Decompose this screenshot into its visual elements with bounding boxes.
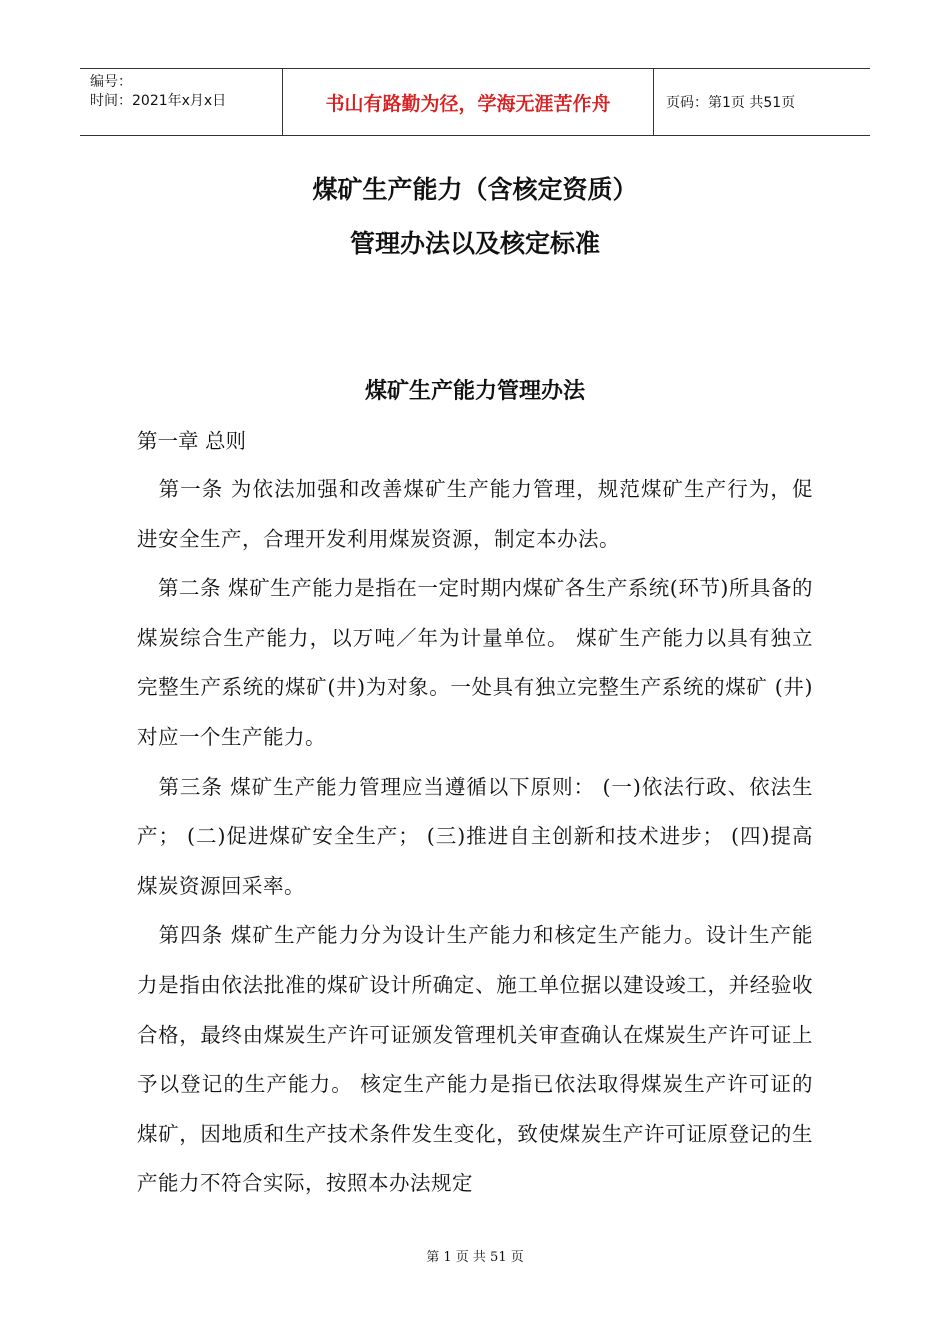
paragraph-article-2: 第二条 煤矿生产能力是指在一定时期内煤矿各生产系统(环节)所具备的煤炭综合生产能力，以万吨／年为计量单位。 煤矿生产能力以具有独立完整生产系统的煤矿(井)为对象。一处具有独立完整生产系统的煤矿 (井)对应一个生产能力。 (137, 576, 813, 749)
header-table (80, 68, 870, 136)
serial-label: 编号： (90, 74, 132, 90)
header-motto: 书山有路勤为径，学海无涯苦作舟 (282, 69, 654, 135)
document-title-line1: 煤矿生产能力（含核定资质） (312, 175, 638, 204)
paragraph-article-3: 第三条 煤矿生产能力管理应当遵循以下原则： (一)依法行政、依法生产； (二)促进煤矿安全生产； (三)推进自主创新和技术进步； (四)提高煤炭资源回采率。 (137, 774, 813, 898)
page-footer: 第 1 页 共 51 页 (426, 1250, 524, 1265)
chapter-heading: 第一章 总则 (137, 429, 247, 453)
paragraph-article-1: 第一条 为依法加强和改善煤矿生产能力管理，规范煤矿生产行为，促进安全生产，合理开发利用煤炭资源，制定本办法。 (137, 477, 813, 551)
header-page-info: 页码：第1页 共51页 (666, 95, 796, 111)
document-body (137, 465, 813, 1209)
document-title-line2: 管理办法以及核定标准 (349, 229, 600, 258)
header-meta (80, 69, 282, 135)
time-label: 时间：2021年x月x日 (90, 93, 227, 109)
paragraph-article-4: 第四条 煤矿生产能力分为设计生产能力和核定生产能力。设计生产能力是指由依法批准的煤矿设计所确定、施工单位据以建设竣工，并经验收合格，最终由煤炭生产许可证颁发管理机关审查确认在煤炭生产许可证上予以登记的生产能力。 核定生产能力是指已依法取得煤炭生产许可证的煤矿，因地质和生产技术条件发生变化，致使煤炭生产许可证原登记的生产能力不符合实际，按照本办法规定 (137, 923, 813, 1196)
section-title: 煤矿生产能力管理办法 (364, 379, 585, 404)
